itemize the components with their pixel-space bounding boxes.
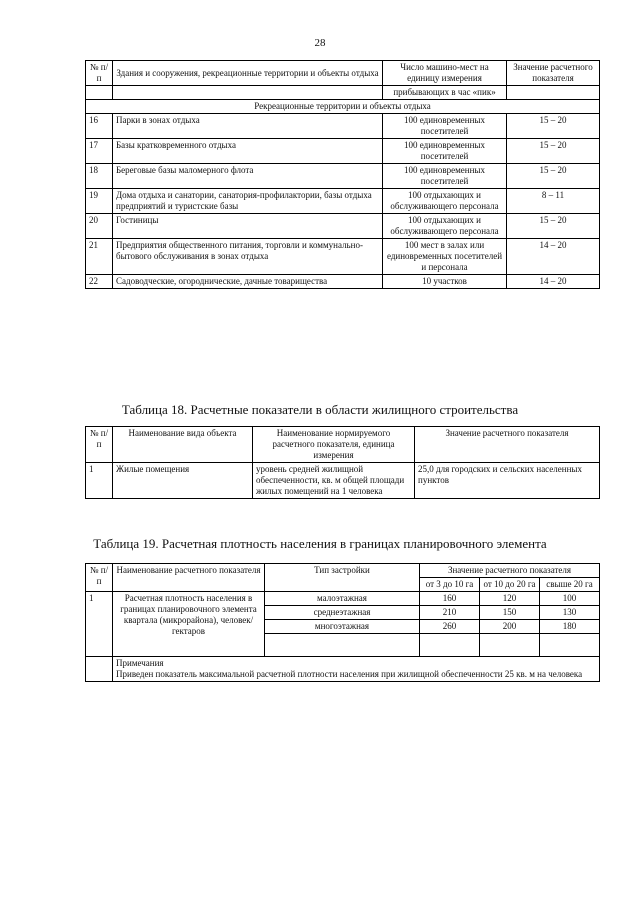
header-col1: от 3 до 10 га bbox=[420, 578, 480, 592]
row-unit: 100 отдыхающих и обслуживающего персонала bbox=[383, 214, 507, 239]
table-row bbox=[86, 164, 600, 189]
row-unit: 100 единовременных посетителей bbox=[383, 139, 507, 164]
section-row bbox=[86, 100, 600, 114]
header-num: № п/п bbox=[86, 61, 113, 86]
row-value: 15 – 20 bbox=[507, 214, 600, 239]
header-name: Здания и сооружения, рекреационные территории и объекты отдыха bbox=[113, 61, 383, 86]
note-title: Примечания bbox=[116, 658, 164, 668]
row-name: Предприятия общественного питания, торговли и коммунально-бытового обслуживания в зонах отдыха bbox=[113, 239, 383, 275]
table-row bbox=[86, 592, 600, 606]
row-value: 15 – 20 bbox=[507, 164, 600, 189]
row-name: Парки в зонах отдыха bbox=[113, 114, 383, 139]
row-v2: 200 bbox=[480, 620, 540, 634]
table-header-row bbox=[86, 564, 600, 578]
row-name: Базы кратковременного отдыха bbox=[113, 139, 383, 164]
header-num: № п/п bbox=[86, 427, 113, 463]
table-row bbox=[86, 214, 600, 239]
row-num: 21 bbox=[86, 239, 113, 275]
table-18-caption: Таблица 18. Расчетные показатели в области жилищного строительства bbox=[121, 402, 519, 417]
row-v1: 210 bbox=[420, 606, 480, 620]
row-value: 25,0 для городских и сельских населенных пунктов bbox=[415, 463, 600, 499]
housing-table bbox=[85, 426, 600, 499]
table-header-row bbox=[86, 427, 600, 463]
header-num: № п/п bbox=[86, 564, 113, 592]
table-row bbox=[86, 463, 600, 499]
table-19-caption: Таблица 19. Расчетная плотность населения в границах планировочного элемента bbox=[93, 536, 547, 551]
table-row bbox=[86, 239, 600, 275]
row-value: 14 – 20 bbox=[507, 239, 600, 275]
row-v2: 150 bbox=[480, 606, 540, 620]
row-num: 19 bbox=[86, 189, 113, 214]
row-num: 17 bbox=[86, 139, 113, 164]
header-name: Наименование расчетного показателя bbox=[113, 564, 265, 592]
header-places: Число машино-мест на единицу измерения bbox=[383, 61, 507, 86]
header-value: Значение расчетного показателя bbox=[415, 427, 600, 463]
section-title: Рекреационные территории и объекты отдыха bbox=[86, 100, 600, 114]
row-unit: 10 участков bbox=[383, 275, 507, 289]
header-indicator: Наименование нормируемого расчетного показателя, единица измерения bbox=[253, 427, 415, 463]
row-v3: 100 bbox=[540, 592, 600, 606]
header-col2: от 10 до 20 га bbox=[480, 578, 540, 592]
row-v1: 160 bbox=[420, 592, 480, 606]
header-object: Наименование вида объекта bbox=[113, 427, 253, 463]
row-num: 20 bbox=[86, 214, 113, 239]
table-subheader-row bbox=[86, 86, 600, 100]
row-type: среднеэтажная bbox=[265, 606, 420, 620]
row-v1: 260 bbox=[420, 620, 480, 634]
subheader-places: прибывающих в час «пик» bbox=[383, 86, 507, 100]
row-name: Садоводческие, огороднические, дачные товарищества bbox=[113, 275, 383, 289]
header-col3: свыше 20 га bbox=[540, 578, 600, 592]
row-v2: 120 bbox=[480, 592, 540, 606]
row-unit: 100 отдыхающих и обслуживающего персонала bbox=[383, 189, 507, 214]
density-table bbox=[85, 563, 600, 682]
row-type: малоэтажная bbox=[265, 592, 420, 606]
row-v3: 180 bbox=[540, 620, 600, 634]
note-cell bbox=[113, 657, 600, 682]
row-value: 14 – 20 bbox=[507, 275, 600, 289]
row-unit: 100 единовременных посетителей bbox=[383, 164, 507, 189]
header-value: Значение расчетного показателя bbox=[507, 61, 600, 86]
row-num: 1 bbox=[86, 592, 113, 657]
row-value: 15 – 20 bbox=[507, 139, 600, 164]
table-header-row bbox=[86, 61, 600, 86]
row-unit: 100 мест в залах или единовременных посетителей и персонала bbox=[383, 239, 507, 275]
row-name: Дома отдыха и санатории, санатория-профилактории, базы отдыха предприятий и туристские базы bbox=[113, 189, 383, 214]
table-row bbox=[86, 275, 600, 289]
row-v3: 130 bbox=[540, 606, 600, 620]
row-name: Расчетная плотность населения в границах планировочного элемента квартала (микрорайона), человек/гектаров bbox=[113, 592, 265, 657]
row-value: 8 – 11 bbox=[507, 189, 600, 214]
row-num: 18 bbox=[86, 164, 113, 189]
row-name: Береговые базы маломерного флота bbox=[113, 164, 383, 189]
parking-table bbox=[85, 60, 600, 289]
row-num: 22 bbox=[86, 275, 113, 289]
row-indicator: уровень средней жилищной обеспеченности, кв. м общей площади жилых помещений на 1 человека bbox=[253, 463, 415, 499]
row-name: Гостиницы bbox=[113, 214, 383, 239]
table-row bbox=[86, 114, 600, 139]
row-object: Жилые помещения bbox=[113, 463, 253, 499]
row-value: 15 – 20 bbox=[507, 114, 600, 139]
table-row bbox=[86, 189, 600, 214]
row-num: 16 bbox=[86, 114, 113, 139]
row-type: многоэтажная bbox=[265, 620, 420, 634]
note-row bbox=[86, 657, 600, 682]
header-type: Тип застройки bbox=[265, 564, 420, 592]
note-text: Приведен показатель максимальной расчетной плотности населения при жилищной обеспеченности 25 кв. м на человека bbox=[116, 669, 583, 679]
page-number: 28 bbox=[314, 37, 326, 49]
row-num: 1 bbox=[86, 463, 113, 499]
row-unit: 100 единовременных посетителей bbox=[383, 114, 507, 139]
table-row bbox=[86, 139, 600, 164]
header-value: Значение расчетного показателя bbox=[420, 564, 600, 578]
